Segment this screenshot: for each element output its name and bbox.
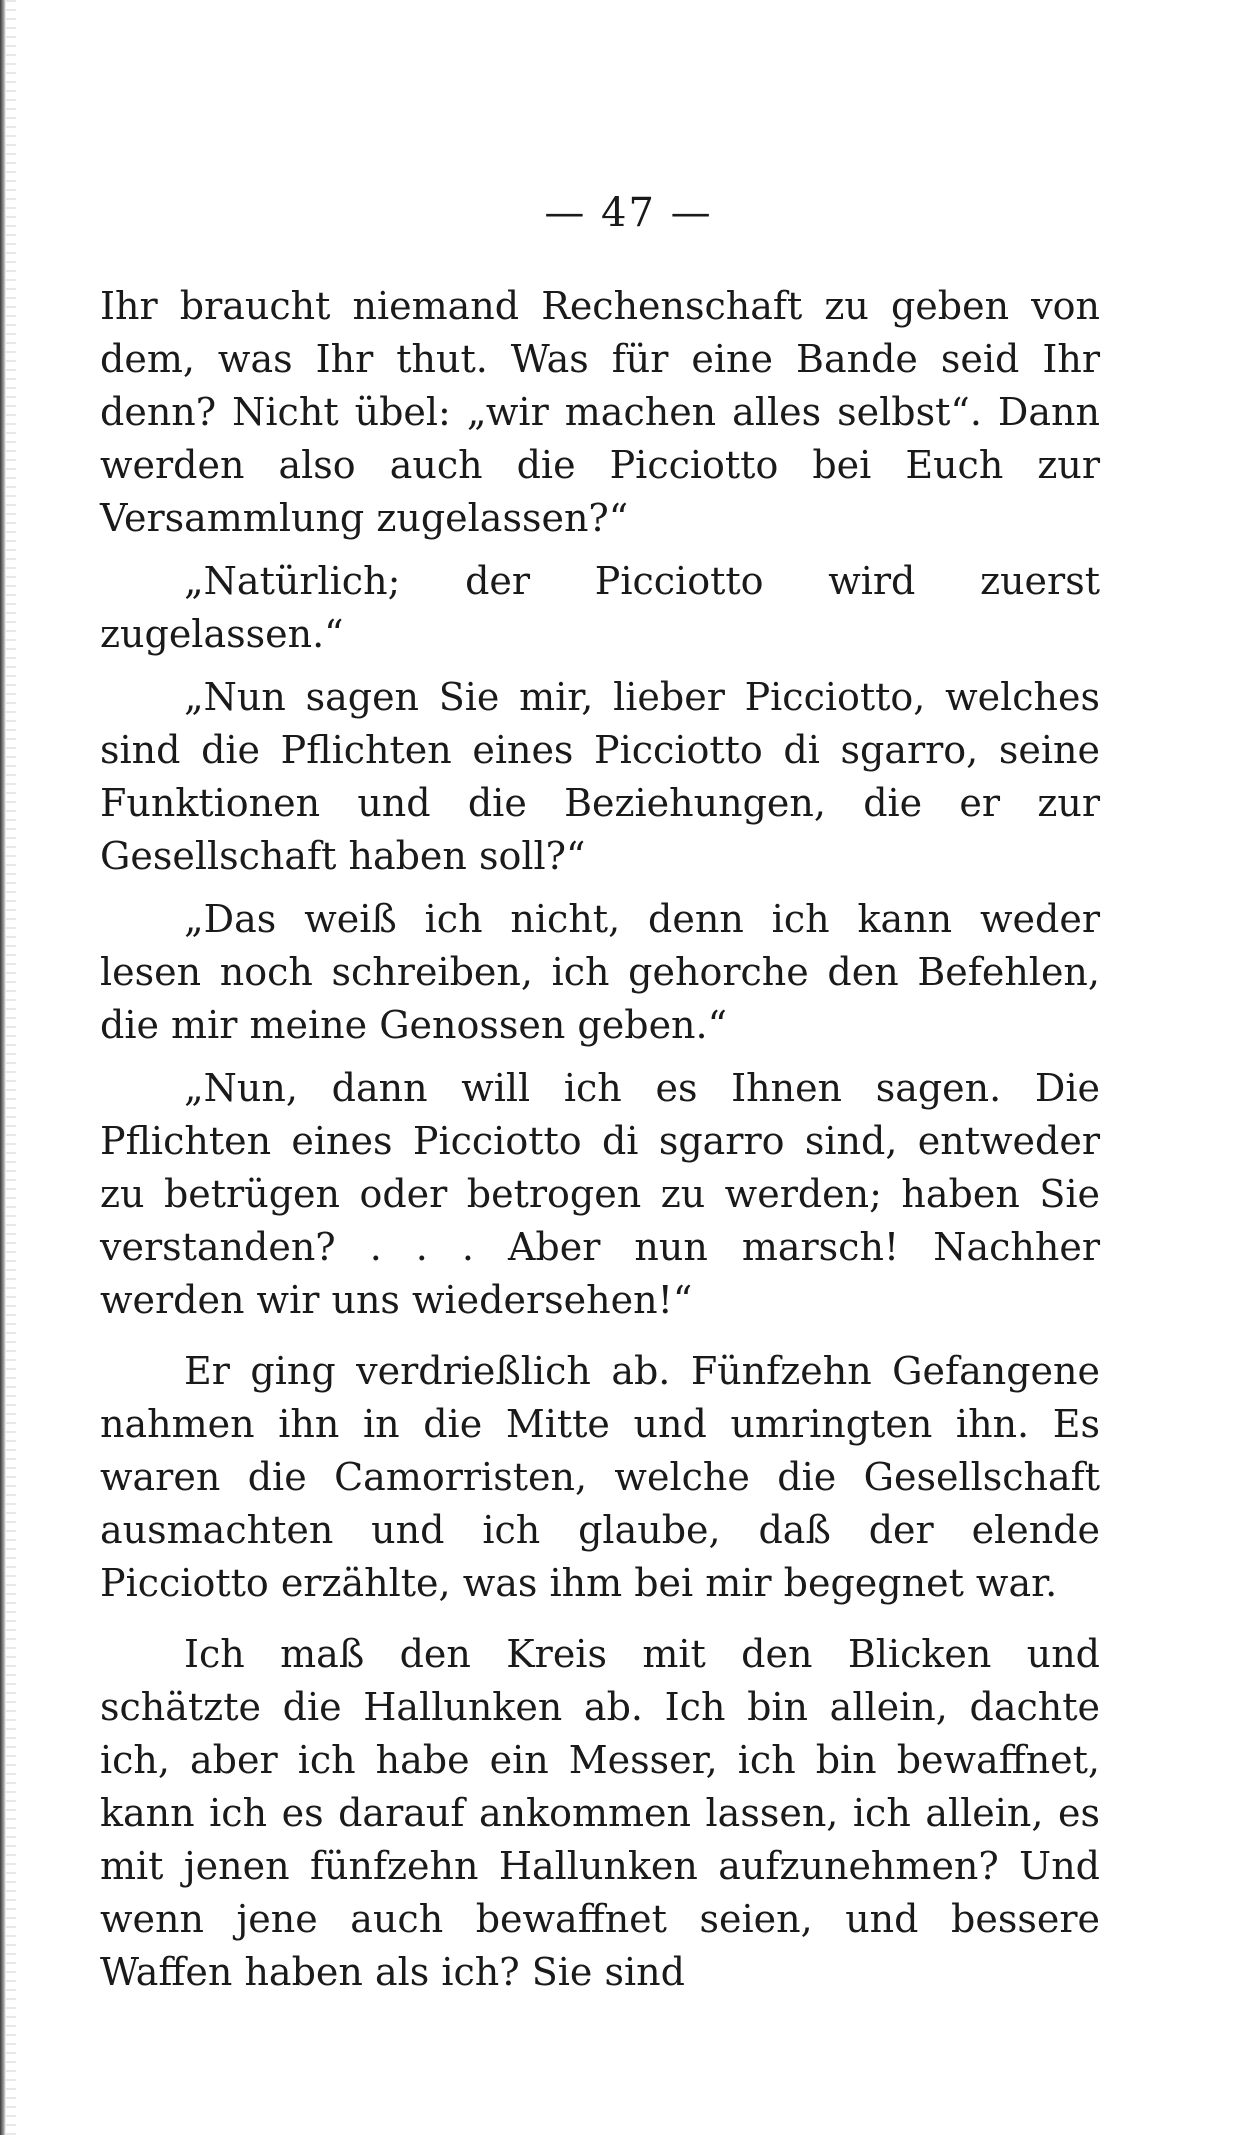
paragraph-dialogue: „Das weiß ich nicht, denn ich kann weder lesen noch schreiben, ich gehorche den Befehlen, die mir meine Genossen geben.“ xyxy=(100,897,1100,1047)
paragraph-dialogue: „Natürlich; der Picciotto wird zuerst zugelassen.“ xyxy=(100,559,1100,656)
paragraph-dialogue: „Nun, dann will ich es Ihnen sagen. Die Pflichten eines Picciotto di sgarro sind, entweder zu betrügen oder betrogen zu werden; haben Sie verstanden? . . . Aber nun marsch! Nachher werden wir uns wiedersehen!“ xyxy=(100,1066,1100,1322)
page-edge-texture xyxy=(6,0,16,2135)
paragraph-narration: Er ging verdrießlich ab. Fünfzehn Gefangene nahmen ihn in die Mitte und umringten ihn. Es waren die Camorristen, welche die Gesellschaft ausmachten und ich glaube, daß der elende Picciotto erzählte, was ihm bei mir begegnet war. xyxy=(100,1349,1100,1605)
paragraph-narration: Ich maß den Kreis mit den Blicken und schätzte die Hallunken ab. Ich bin allein, dachte ich, aber ich habe ein Messer, ich bin bewaffnet, kann ich es darauf ankommen lassen, ich allein, es mit jenen fünfzehn Hallunken aufzunehmen? Und wenn jene auch bewaffnet seien, und bessere Waffen haben als ich? Sie sind xyxy=(100,1632,1100,1994)
paragraph-dialogue: „Nun sagen Sie mir, lieber Picciotto, welches sind die Pflichten eines Picciotto di sgarro, seine Funktionen und die Beziehungen, die er zur Gesellschaft haben soll?“ xyxy=(100,675,1100,878)
body-text xyxy=(100,280,1100,2009)
page-number: — 47 — xyxy=(544,190,713,236)
paragraph-continuation: Ihr braucht niemand Rechenschaft zu geben von dem, was Ihr thut. Was für eine Bande seid Ihr denn? Nicht übel: „wir machen alles selbst“. Dann werden also auch die Picciotto bei Euch zur Versammlung zugelassen?“ xyxy=(100,284,1100,540)
